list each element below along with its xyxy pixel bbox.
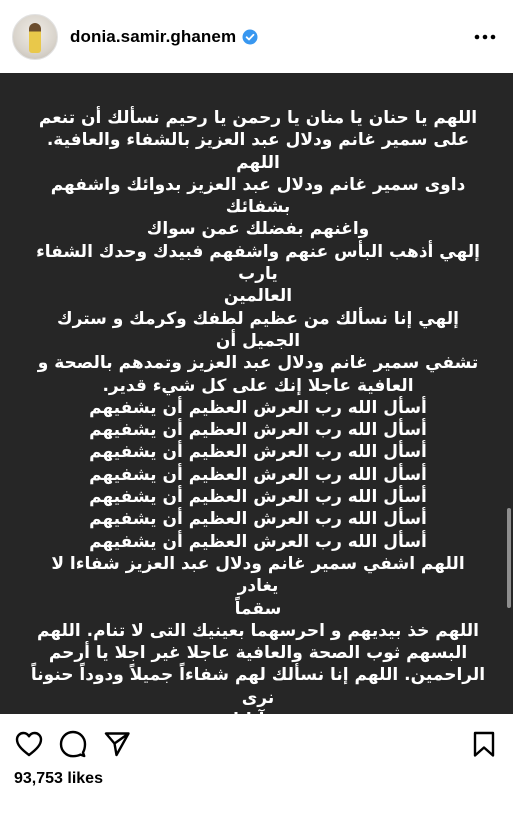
like-button[interactable] [14,729,44,759]
avatar[interactable] [12,14,58,60]
avatar-figure [29,23,41,53]
more-dots-icon [474,34,496,40]
username[interactable]: donia.samir.ghanem [70,26,237,46]
scrollbar[interactable] [507,508,511,608]
post-header [0,0,513,73]
post-actions [0,724,513,764]
post-caption-image-text: اللهم يا حنان يا منان يا رحمن يا رحيم نسألك أن تنعم على سمير غانم ودلال عبد العزيز بالشفاء والعافية. اللهم داوى سمير غانم ودلال عبد العزيز بدوائك واشفهم بشفائك واغنهم بفضلك عمن سواك إلهي أذهب البأس عنهم واشفهم فبيدك وحدك الشفاء يارب العالمين إلهي إنا نسألك من عظيم لطفك وكرمك و سترك الجميل أن تشفي سمير غانم ودلال عبد العزيز وتمدهم بالصحة و العافية عاجلا إنك على كل شيء قدير. أسأل الله رب العرش العظيم أن يشفيهم أسأل الله رب العرش العظيم أن يشفيهم أسأل الله رب العرش العظيم أن يشفيهم أسأل الله رب العرش العظيم أن يشفيهم أسأل الله رب العرش العظيم أن يشفيهم أسأل الله رب العرش العظيم أن يشفيهم أسأل الله رب العرش العظيم أن يشفيهم اللهم اشفي سمير غانم ودلال عبد العزيز شفاءا لا يغادر سقماً اللهم خذ بيديهم و احرسهما بعينيك التى لا تنام. اللهم البسهم ثوب الصحة والعافية عاجلا غير اجلا يا أرحم الراحمين. اللهم إنا نسألك لهم شفاءاً جميلاً ودوداً حنوناً نرى فية آياتك. يا!!!!!!!!! الله اللهم اشفهم اللهم اشفهم اللهم اشفهم..اللهم امين..وصلى الله وسلم وبارك على سيدنا وحبيبنا ومولانا سيدنا محمد ﷺ [30,108,486,820]
more-options-button[interactable] [473,25,497,49]
bookmark-icon [472,730,496,758]
share-icon [103,730,131,758]
likes-count[interactable]: 93,753 likes [14,770,103,787]
share-button[interactable] [102,729,132,759]
comment-button[interactable] [58,729,88,759]
save-button[interactable] [469,729,499,759]
heart-icon [15,731,43,757]
comment-icon [59,730,87,758]
verified-badge-icon [242,29,258,45]
